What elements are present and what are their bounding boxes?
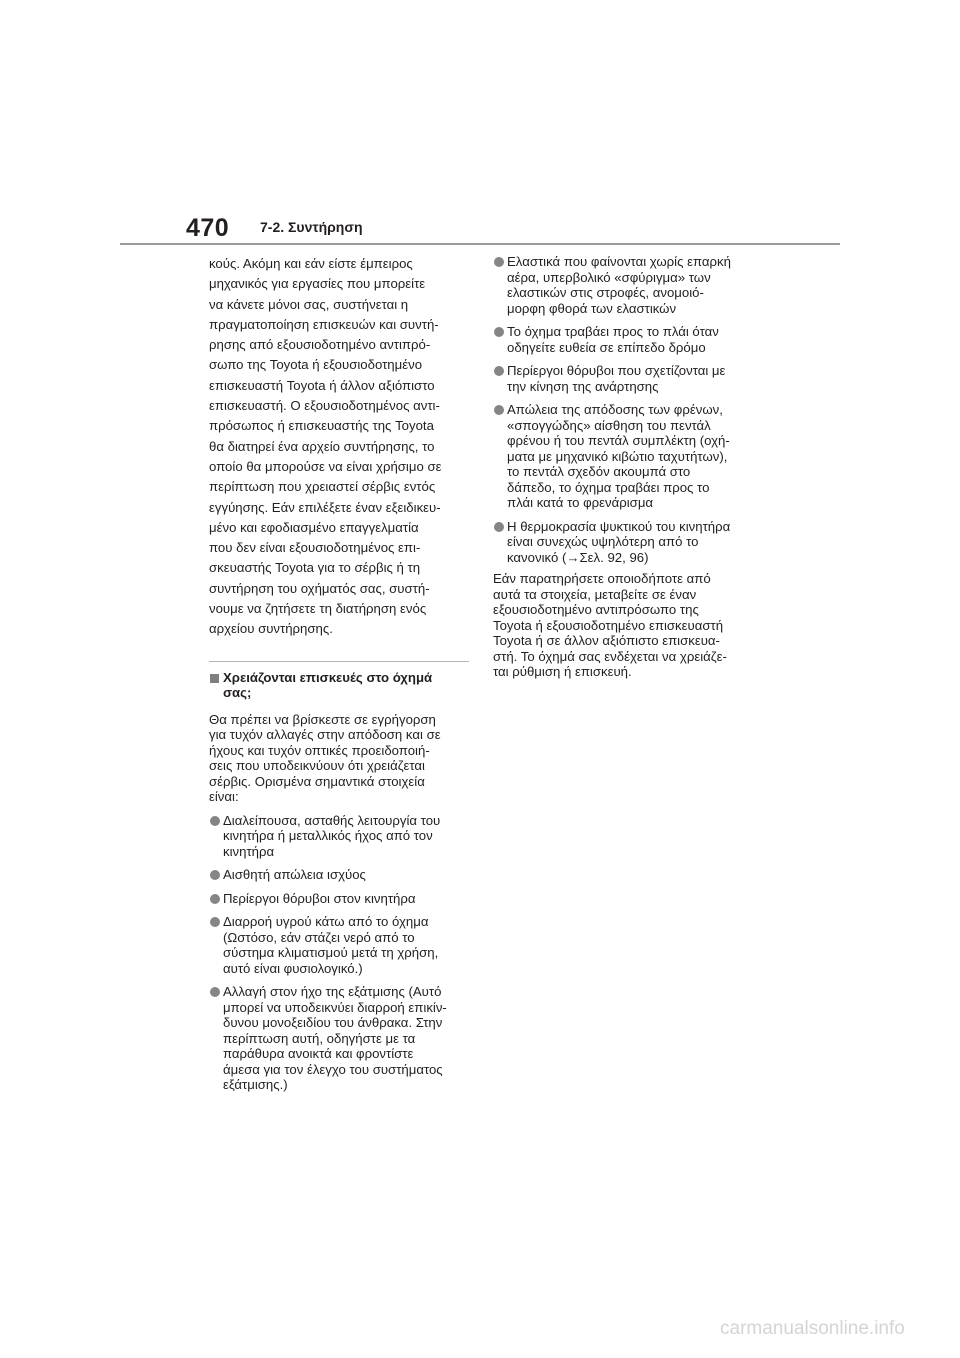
bullet-item: [493, 324, 758, 355]
text-line: περίπτωση που χρειαστεί σέρβις εντός: [209, 479, 436, 495]
text-line: «σπογγώδης» αίσθηση του πεντάλ: [507, 417, 711, 433]
watermark: carmanualsonline.info: [720, 1318, 905, 1339]
page-number: 470: [186, 214, 230, 242]
right-bullet-list: [493, 254, 758, 565]
bullet-item: [493, 402, 758, 511]
text-line: εξάτμισης.): [223, 1077, 288, 1093]
text-line: περίπτωση αυτή, οδηγήστε με τα: [223, 1030, 416, 1046]
text-line: κανονικό (→Σελ. 92, 96): [507, 549, 649, 565]
text-line: άμεσα για τον έλεγχο του συστήματος: [223, 1061, 443, 1077]
round-bullet-icon: [494, 405, 504, 415]
square-bullet-icon: [210, 674, 219, 683]
text-line: Περίεργοι θόρυβοι στον κινητήρα: [223, 890, 416, 906]
text-line: Διαλείπουσα, ασταθής λειτουργία του: [223, 812, 441, 828]
text-line: το πεντάλ σχεδόν ακουμπά στο: [507, 464, 691, 479]
text-line: είναι συνεχώς υψηλότερη από το: [507, 534, 699, 549]
text-line: ρησης από εξουσιοδοτημένο αντιπρό-: [209, 337, 431, 353]
bullet-item: [209, 867, 471, 883]
round-bullet-icon: [494, 366, 504, 376]
text-line: Toyota ή εξουσιοδοτημένο επισκευαστή: [493, 617, 724, 633]
text-line: μορφη φθορά των ελαστικών: [507, 300, 677, 316]
text-line: Θα πρέπει να βρίσκεστε σε εγρήγορση: [209, 711, 436, 727]
text-line: ήχους και τυχόν οπτικές προειδοποιή-: [209, 742, 430, 758]
section-heading-text: [223, 670, 432, 701]
bullet-item: [493, 363, 758, 394]
text-line: αρχείου συντήρησης.: [209, 621, 333, 637]
text-line: σεις που υποδεικνύουν ότι χρειάζεται: [209, 758, 425, 774]
text-line: δυνου μονοξειδίου του άνθρακα. Στην: [223, 1015, 443, 1031]
section-divider: [209, 661, 469, 662]
round-bullet-icon: [210, 917, 220, 927]
text-line: επισκευαστή. Ο εξουσιοδοτημένος αντι-: [209, 398, 440, 414]
body-paragraph: [209, 712, 471, 805]
text-line: σωπο της Toyota ή εξουσιοδοτημένο: [209, 357, 423, 373]
text-line: ται ρύθμιση ή επισκευή.: [493, 664, 632, 679]
text-line: παράθυρα ανοικτά και φροντίστε: [223, 1046, 414, 1062]
bullet-item: [493, 254, 758, 316]
text-line: (Ωστόσο, εάν στάζει νερό από το: [223, 929, 415, 945]
text-line: σας;: [223, 685, 252, 701]
right-column: [493, 254, 758, 680]
text-line: Toyota ή σε άλλον αξιόπιστο επισκευα-: [493, 633, 720, 648]
text-line: θα διατηρεί ένα αρχείο συντήρησης, το: [209, 438, 435, 454]
text-line: να κάνετε μόνοι σας, συστήνεται η: [209, 296, 409, 312]
round-bullet-icon: [210, 816, 220, 826]
text-line: εγγύησης. Εάν επιλέξετε έναν εξειδικευ-: [209, 499, 441, 515]
text-line: την κίνηση της ανάρτησης: [507, 378, 659, 394]
text-line: σκευαστής Toyota για το σέρβις ή τη: [209, 560, 421, 576]
text-line: Αισθητή απώλεια ισχύος: [223, 867, 366, 883]
intro-paragraph: [209, 254, 471, 640]
round-bullet-icon: [494, 257, 504, 267]
left-column: [209, 254, 471, 1093]
text-line: για τυχόν αλλαγές στην απόδοση και σε: [209, 727, 441, 743]
text-line: Το όχημα τραβάει προς το πλάι όταν: [507, 324, 719, 339]
text-line: νουμε να ζητήσετε τη διατήρηση ενός: [209, 601, 427, 617]
text-line: πραγματοποίηση επισκευών και συντή-: [209, 316, 439, 332]
bullet-item: [493, 519, 758, 566]
text-line: αέρα, υπερβολικό «σφύριγμα» των: [507, 269, 711, 285]
text-line: σέρβις. Ορισμένα σημαντικά στοιχεία: [209, 773, 425, 789]
text-line: Χρειάζονται επισκευές στο όχημά: [223, 669, 433, 685]
text-line: συντήρηση του οχήματός σας, συστή-: [209, 580, 430, 596]
text-line: Περίεργοι θόρυβοι που σχετίζονται με: [507, 363, 726, 378]
text-line: μπορεί να υποδεικνύει διαρροή επικίν-: [223, 999, 447, 1015]
text-line: πλάι κατά το φρενάρισμα: [507, 495, 654, 510]
text-line: Απώλεια της απόδοσης των φρένων,: [507, 402, 723, 417]
text-line: πρόσωπος ή επισκευαστής της Toyota: [209, 418, 434, 434]
text-line: επισκευαστή Toyota ή άλλον αξιόπιστο: [209, 377, 435, 393]
text-line: μένο και εφοδιασμένο επαγγελματία: [209, 519, 419, 535]
text-line: που δεν είναι εξουσιοδοτημένος επι-: [209, 540, 421, 556]
left-bullet-list: [209, 813, 471, 1093]
round-bullet-icon: [494, 522, 504, 532]
text-line: κινητήρα ή μεταλλικός ήχος από τον: [223, 828, 433, 844]
text-line: σύστημα κλιματισμού μετά τη χρήση,: [223, 945, 439, 961]
text-line: Η θερμοκρασία ψυκτικού του κινητήρα: [507, 518, 731, 534]
section-heading: [209, 670, 471, 701]
text-line: στή. Το όχημά σας ενδέχεται να χρειάζε-: [493, 648, 727, 664]
text-line: κούς. Ακόμη και εάν είστε έμπειρος: [209, 256, 413, 271]
bullet-item: [209, 891, 471, 907]
text-line: εξουσιοδοτημένο αντιπρόσωπο της: [493, 602, 699, 617]
section-title: 7-2. Συντήρηση: [260, 219, 363, 235]
text-line: φρένου ή του πεντάλ συμπλέκτη (οχή-: [507, 433, 730, 448]
text-line: Εάν παρατηρήσετε οποιοδήποτε από: [493, 571, 711, 586]
round-bullet-icon: [210, 987, 220, 997]
text-line: ματα με μηχανικό κιβώτιο ταχυτήτων),: [507, 448, 728, 464]
round-bullet-icon: [494, 327, 504, 337]
bullet-item: [209, 984, 471, 1093]
round-bullet-icon: [210, 894, 220, 904]
text-line: ελαστικών στις στροφές, ανομοιό-: [507, 285, 704, 300]
text-line: αυτά τα στοιχεία, μεταβείτε σε έναν: [493, 586, 697, 602]
text-line: Αλλαγή στον ήχο της εξάτμισης (Αυτό: [223, 984, 442, 1000]
text-line: είναι:: [209, 789, 239, 805]
text-line: μηχανικός για εργασίες που μπορείτε: [209, 276, 426, 292]
text-line: Διαρροή υγρού κάτω από το όχημα: [223, 914, 429, 930]
text-line: δάπεδο, το όχημα τραβάει προς το: [507, 479, 710, 495]
text-line: αυτό είναι φυσιολογικό.): [223, 960, 363, 976]
bullet-item: [209, 813, 471, 860]
round-bullet-icon: [210, 870, 220, 880]
text-line: οποίο θα μπορούσε να είναι χρήσιμο σε: [209, 458, 442, 474]
text-line: οδηγείτε ευθεία σε επίπεδο δρόμο: [507, 339, 706, 355]
bullet-item: [209, 914, 471, 976]
text-line: κινητήρα: [223, 843, 275, 859]
text-line: Ελαστικά που φαίνονται χωρίς επαρκή: [507, 254, 731, 269]
closing-paragraph: [493, 571, 758, 680]
header-rule: [120, 243, 840, 245]
